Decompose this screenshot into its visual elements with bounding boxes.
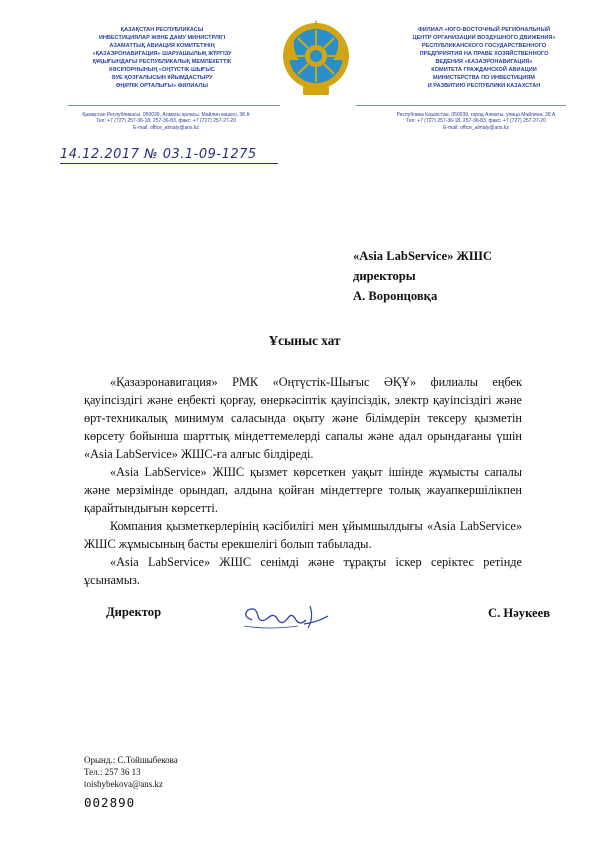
contact-email: E-mail: office_almaty@ans.kz: [133, 124, 199, 131]
contact-phone: Тел: +7 (727) 257-36-18, 257-36-83, факс: +7 (727) 257-27-20: [406, 118, 546, 125]
contact-phone: Тел: +7 (727) 257-36-18, 257-36-83, факс: +7 (727) 257-27-20: [96, 118, 236, 125]
letterhead-left-line: КӘСІПОРНЫНЫҢ «ОҢТҮСТІК-ШЫҒЫС: [109, 67, 215, 73]
executor-email: toishybekova@ans.kz: [84, 779, 164, 789]
contact-address: Қазақстан Республикасы, 050039, Алматы қаласы, Майлин көшесі, 38 А: [82, 112, 250, 118]
letterhead-left-line: «ҚАЗАЭРОНАВИГАЦИЯ» ШАРУАШЫЛЫҚ ЖҮРГІЗУ: [92, 51, 232, 57]
letterhead-divider-left: [68, 105, 280, 106]
letterhead-left-line: ӨҢІРЛІК ОРТАЛЫҒЫ» ФИЛИАЛЫ: [116, 83, 208, 89]
letterhead-left-line: ҚҰҚЫҒЫНДАҒЫ РЕСПУБЛИКАЛЫҚ МЕМЛЕКЕТТІК: [92, 59, 232, 65]
letter-title: Ұсыныс хат: [268, 333, 341, 348]
executor-info: [84, 754, 178, 790]
letterhead-left: [62, 26, 262, 90]
body-paragraph: «Қазаэронавигация» РМК «Оңтүстік-Шығыс ӘҚҰ» филиалы еңбек қауіпсіздігі және еңбекті қорғау, өнеркәсіптік қауіпсіздік, электр қауіпсіздігі және өрт-техникалық минимум саласында оқыту және білімдерін тексеру қызметін көрсету бойынша шарттық міндеттемелерді сапалы және адал орындағаны үшін «Asia LabService» ЖШС-ға алғыс білдіреді.: [84, 375, 522, 461]
letterhead-left-line: ИНВЕСТИЦИЯЛАР ЖӘНЕ ДАМУ МИНИСТРЛІГІ: [98, 35, 226, 41]
letterhead-divider-right: [356, 105, 566, 106]
kazakhstan-state-emblem-icon: [281, 20, 351, 98]
body-paragraph: «Asia LabService» ЖШС қызмет көрсеткен уақыт ішінде жұмысты сапалы және мерзімінде орындап, алдына қойған міндеттерге толық жауапкершілікпен қарайтындығын көрсетті.: [84, 465, 522, 515]
document-serial-number: 002890: [84, 795, 136, 810]
letterhead-right: [384, 26, 584, 90]
signer-name: С. Нәукеев: [488, 606, 550, 620]
letterhead-right-line: ВЕДЕНИЯ «КАЗАЭРОНАВИГАЦИЯ»: [435, 59, 533, 65]
letterhead-right-line: ПРЕДПРИЯТИЯ НА ПРАВЕ ХОЗЯЙСТВЕННОГО: [419, 51, 549, 57]
addressee-name: А. Воронцовқа: [353, 289, 438, 303]
addressee-company: «Asia LabService» ЖШС: [353, 249, 492, 263]
letterhead-right-line: ФИЛИАЛ «ЮГО-ВОСТОЧНЫЙ РЕГИОНАЛЬНЫЙ: [418, 27, 550, 33]
body-paragraph: Компания қызметкерлерінің кәсібилігі мен ұйымшылдығы «Asia LabService» ЖШС жұмысының басты ерекшелігі болып табылады.: [84, 519, 522, 551]
addressee-block: [353, 246, 492, 306]
letterhead-right-line: РЕСПУБЛИКАНСКОГО ГОСУДАРСТВЕННОГО: [421, 43, 547, 49]
executor-phone: Тел.: 257 36 13: [84, 767, 141, 777]
letterhead-right-line: И РАЗВИТИЮ РЕСПУБЛИКИ КАЗАХСТАН: [427, 83, 541, 89]
letterhead-contact-right: [376, 112, 576, 131]
letterhead-left-line: ҚАЗАҚСТАН РЕСПУБЛИКАСЫ: [120, 27, 204, 33]
contact-email: E-mail: office_almaty@ans.kz: [443, 124, 509, 131]
letterhead-right-line: ЦЕНТР ОРГАНИЗАЦИИ ВОЗДУШНОГО ДВИЖЕНИЯ»: [412, 35, 556, 41]
contact-address: Республика Казахстан, 050039, город Алматы, улица Майлина, 38 А: [396, 112, 556, 118]
registration-date-number: 14.12.2017 № 03.1-09-1275: [60, 147, 257, 162]
addressee-position: директоры: [353, 269, 416, 283]
handwritten-signature: [238, 596, 338, 636]
signer-position: Директор: [106, 605, 162, 619]
body-paragraph: «Asia LabService» ЖШС сенімді және тұрақты іскер серіктес ретінде ұсынамыз.: [84, 555, 522, 587]
registration-underline: [60, 163, 278, 164]
executor-name: Орынд.: С.Тойшыбекова: [84, 755, 178, 765]
letterhead-left-line: ӘУЕ ҚОЗҒАЛЫСЫН ҰЙЫМДАСТЫРУ: [111, 75, 213, 81]
letter-body: [84, 373, 522, 589]
letterhead-left-line: АЗАМАТТЫҚ АВИАЦИЯ КОМИТЕТІНІҢ: [109, 43, 215, 49]
letterhead-right-line: МИНИСТЕРСТВА ПО ИНВЕСТИЦИЯМ: [433, 75, 535, 81]
letterhead-contact-left: [66, 112, 266, 131]
letterhead-right-line: КОМИТЕТА ГРАЖДАНСКОЙ АВИАЦИИ: [431, 67, 537, 73]
